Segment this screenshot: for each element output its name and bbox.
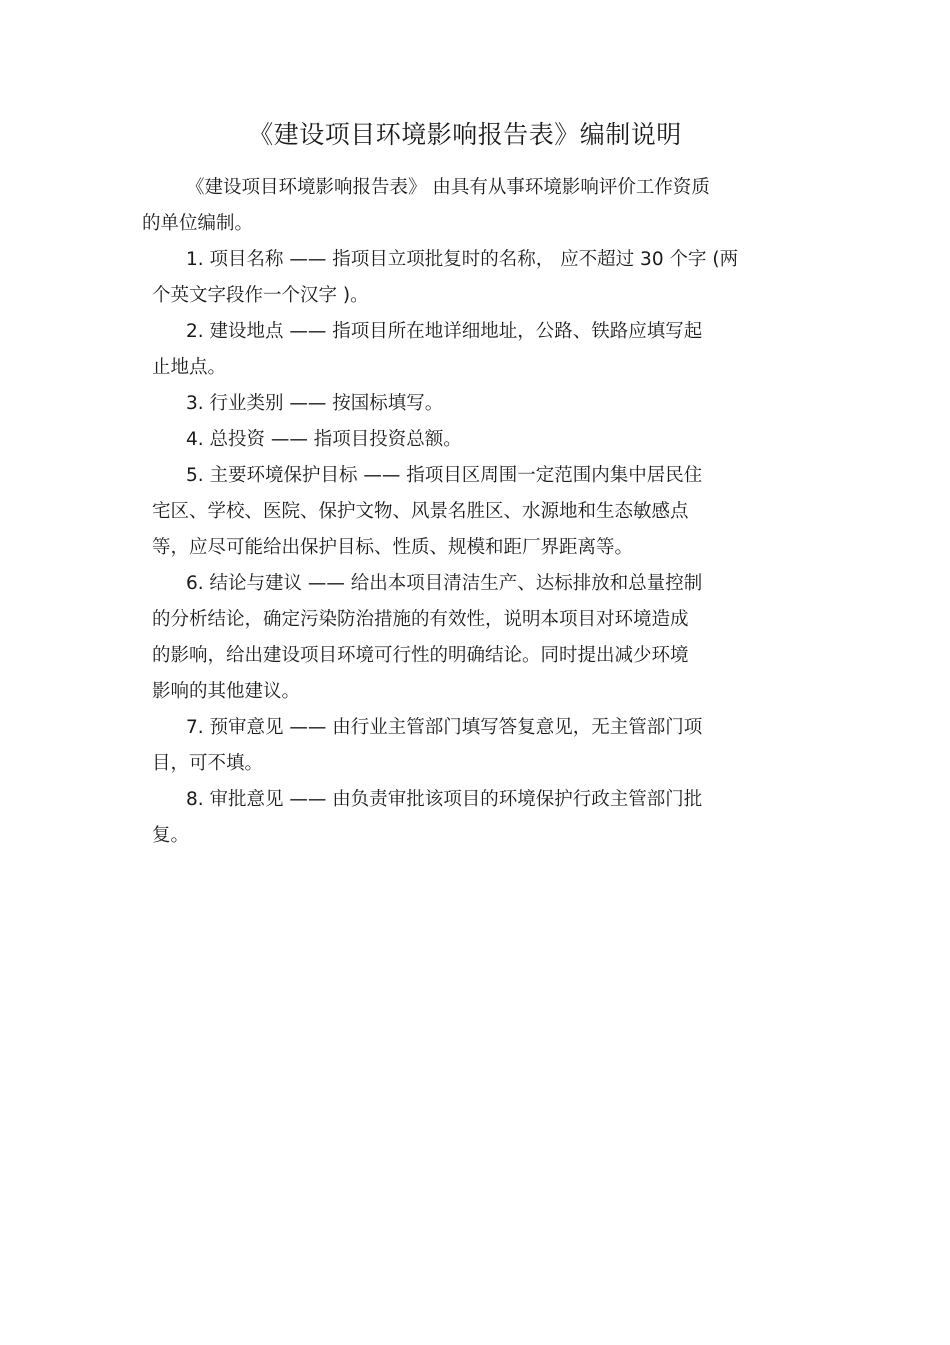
item-line: 4. 总投资 —— 指项目投资总额。 (186, 429, 462, 450)
item-line: 影响的其他建议。 (152, 681, 301, 702)
item-line: 7. 预审意见 —— 由行业主管部门填写答复意见，无主管部门项 (186, 717, 703, 738)
item-line: 6. 结论与建议 —— 给出本项目清洁生产、达标排放和总量控制 (186, 573, 703, 594)
item-industry-category (142, 386, 812, 422)
item-project-name (142, 242, 812, 314)
item-construction-site (142, 314, 812, 386)
document-body (142, 170, 812, 854)
item-line: 8. 审批意见 —— 由负责审批该项目的环境保护行政主管部门批 (186, 789, 703, 810)
item-pre-review-opinion (142, 710, 812, 782)
item-protection-targets (142, 458, 812, 566)
item-line: 止地点。 (152, 357, 227, 378)
item-line: 2. 建设地点 —— 指项目所在地详细地址，公路、铁路应填写起 (186, 321, 703, 342)
item-approval-opinion (142, 782, 812, 854)
item-line: 1. 项目名称 —— 指项目立项批复时的名称， 应不超过 30 个字 (两 (186, 249, 739, 270)
item-total-investment (142, 422, 812, 458)
intro-paragraph (142, 170, 812, 242)
item-line: 5. 主要环境保护目标 —— 指项目区周围一定范围内集中居民住 (186, 465, 703, 486)
item-line: 复。 (152, 825, 190, 846)
item-line: 3. 行业类别 —— 按国标填写。 (186, 393, 444, 414)
item-conclusions (142, 566, 812, 710)
intro-line: 《建设项目环境影响报告表》 由具有从事环境影响评价工作资质 (186, 177, 710, 198)
item-line: 个英文字段作一个汉字 )。 (152, 285, 369, 306)
item-line: 目，可不填。 (152, 753, 264, 774)
document-title: 《建设项目环境影响报告表》编制说明 (248, 120, 682, 149)
intro-line: 的单位编制。 (142, 213, 254, 234)
item-line: 宅区、学校、医院、保护文物、风景名胜区、水源地和生态敏感点 (152, 501, 689, 522)
item-line: 等，应尽可能给出保护目标、性质、规模和距厂界距离等。 (152, 537, 634, 558)
item-line: 的影响，给出建设项目环境可行性的明确结论。同时提出减少环境 (152, 645, 689, 666)
item-line: 的分析结论，确定污染防治措施的有效性，说明本项目对环境造成 (152, 609, 689, 630)
